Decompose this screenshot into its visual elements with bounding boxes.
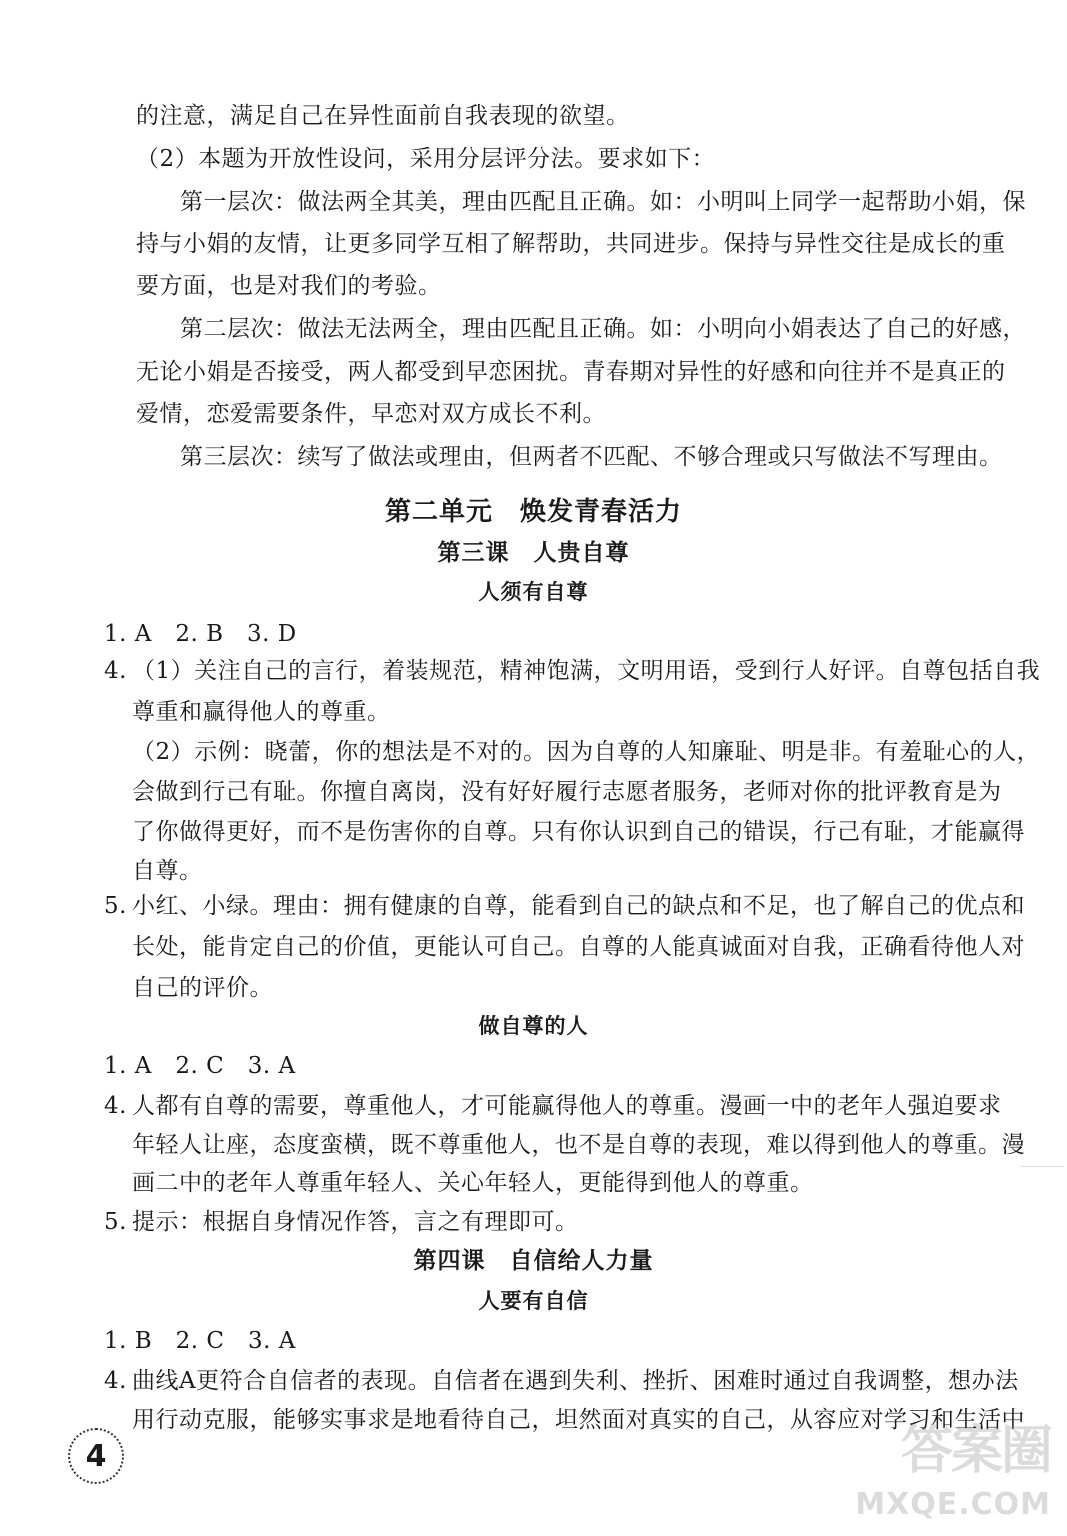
margin-rule <box>1020 1166 1064 1167</box>
section-title: 人须有自尊 <box>478 580 589 604</box>
answer-line: （1）关注自己的言行，着装规范，精神饱满，文明用语，受到行人好评。自尊包括自我 <box>132 658 1041 684</box>
page-number: 4 <box>68 1428 124 1484</box>
answer-line: 自己的评价。 <box>132 975 273 1001</box>
paragraph-line: 第二层次：做法无法两全，理由匹配且正确。如：小明向小娟表达了自己的好感， <box>180 316 1026 342</box>
watermark-url: MXQE.COM <box>855 1487 1051 1522</box>
watermark-logo-text: 答案圈 <box>900 1421 1051 1481</box>
paragraph-line: 的注意，满足自己在异性面前自我表现的欲望。 <box>136 103 630 129</box>
question-number: 4. <box>104 1368 127 1394</box>
answer-line: 尊重和赢得他人的尊重。 <box>132 699 391 725</box>
question-number: 4. <box>104 658 127 684</box>
unit-title: 第二单元 焕发青春活力 <box>384 497 682 527</box>
answer-line: 1. B 2. C 3. A <box>104 1328 296 1354</box>
answer-line: 自尊。 <box>132 858 203 884</box>
paragraph-line: 爱情，恋爱需要条件，早恋对双方成长不利。 <box>136 401 606 427</box>
answer-line: （2）示例：晓蕾，你的想法是不对的。因为自尊的人知廉耻、明是非。有羞耻心的人， <box>132 739 1041 765</box>
paragraph-line: 第一层次：做法两全其美，理由匹配且正确。如：小明叫上同学一起帮助小娟，保 <box>180 189 1026 215</box>
answer-line: 了你做得更好，而不是伤害你的自尊。只有你认识到自己的错误，行己有耻，才能赢得 <box>132 819 1025 845</box>
answer-line: 年轻人让座，态度蛮横，既不尊重他人，也不是自尊的表现，难以得到他人的尊重。漫 <box>132 1132 1025 1158</box>
section-title: 人要有自信 <box>478 1289 589 1313</box>
paragraph-line: 无论小娟是否接受，两人都受到早恋困扰。青春期对异性的好感和向往并不是真正的 <box>136 359 1006 385</box>
answer-line: 会做到行己有耻。你擅自离岗，没有好好履行志愿者服务，老师对你的批评教育是为 <box>132 779 1002 805</box>
answer-line: 画二中的老年人尊重年轻人、关心年轻人，更能得到他人的尊重。 <box>132 1170 814 1196</box>
watermark-logo <box>850 1408 1055 1528</box>
lesson-title: 第三课 人贵自尊 <box>437 540 630 566</box>
question-number: 4. <box>104 1093 127 1119</box>
answer-line: 小红、小绿。理由：拥有健康的自尊，能看到自己的缺点和不足，也了解自己的优点和 <box>132 893 1025 919</box>
answer-line: 曲线A更符合自信者的表现。自信者在遇到失利、挫折、困难时通过自我调整，想办法 <box>132 1368 1019 1394</box>
question-number: 5. <box>104 1209 127 1235</box>
question-number: 5. <box>104 893 127 919</box>
paragraph-line: （2）本题为开放性设问，采用分层评分法。要求如下： <box>136 146 716 172</box>
paragraph-line: 第三层次：续写了做法或理由，但两者不匹配、不够合理或只写做法不写理由。 <box>180 444 1003 470</box>
answer-line: 长处，能肯定自己的价值，更能认可自己。自尊的人能真诚面对自我，正确看待他人对 <box>132 934 1025 960</box>
lesson-title: 第四课 自信给人力量 <box>413 1248 654 1274</box>
paragraph-line: 要方面，也是对我们的考验。 <box>136 273 442 299</box>
answer-line: 用行动克服，能够实事求是地看待自己，坦然面对真实的自己，从容应对学习和生活中 <box>132 1407 1025 1433</box>
answer-line: 1. A 2. C 3. A <box>104 1053 296 1079</box>
answer-line: 人都有自尊的需要，尊重他人，才可能赢得他人的尊重。漫画一中的老年人强迫要求 <box>132 1093 1002 1119</box>
section-title: 做自尊的人 <box>478 1014 589 1038</box>
paragraph-line: 持与小娟的友情，让更多同学互相了解帮助，共同进步。保持与异性交往是成长的重 <box>136 231 1006 257</box>
answer-line: 提示：根据自身情况作答，言之有理即可。 <box>132 1209 579 1235</box>
answer-line: 1. A 2. B 3. D <box>104 621 297 647</box>
